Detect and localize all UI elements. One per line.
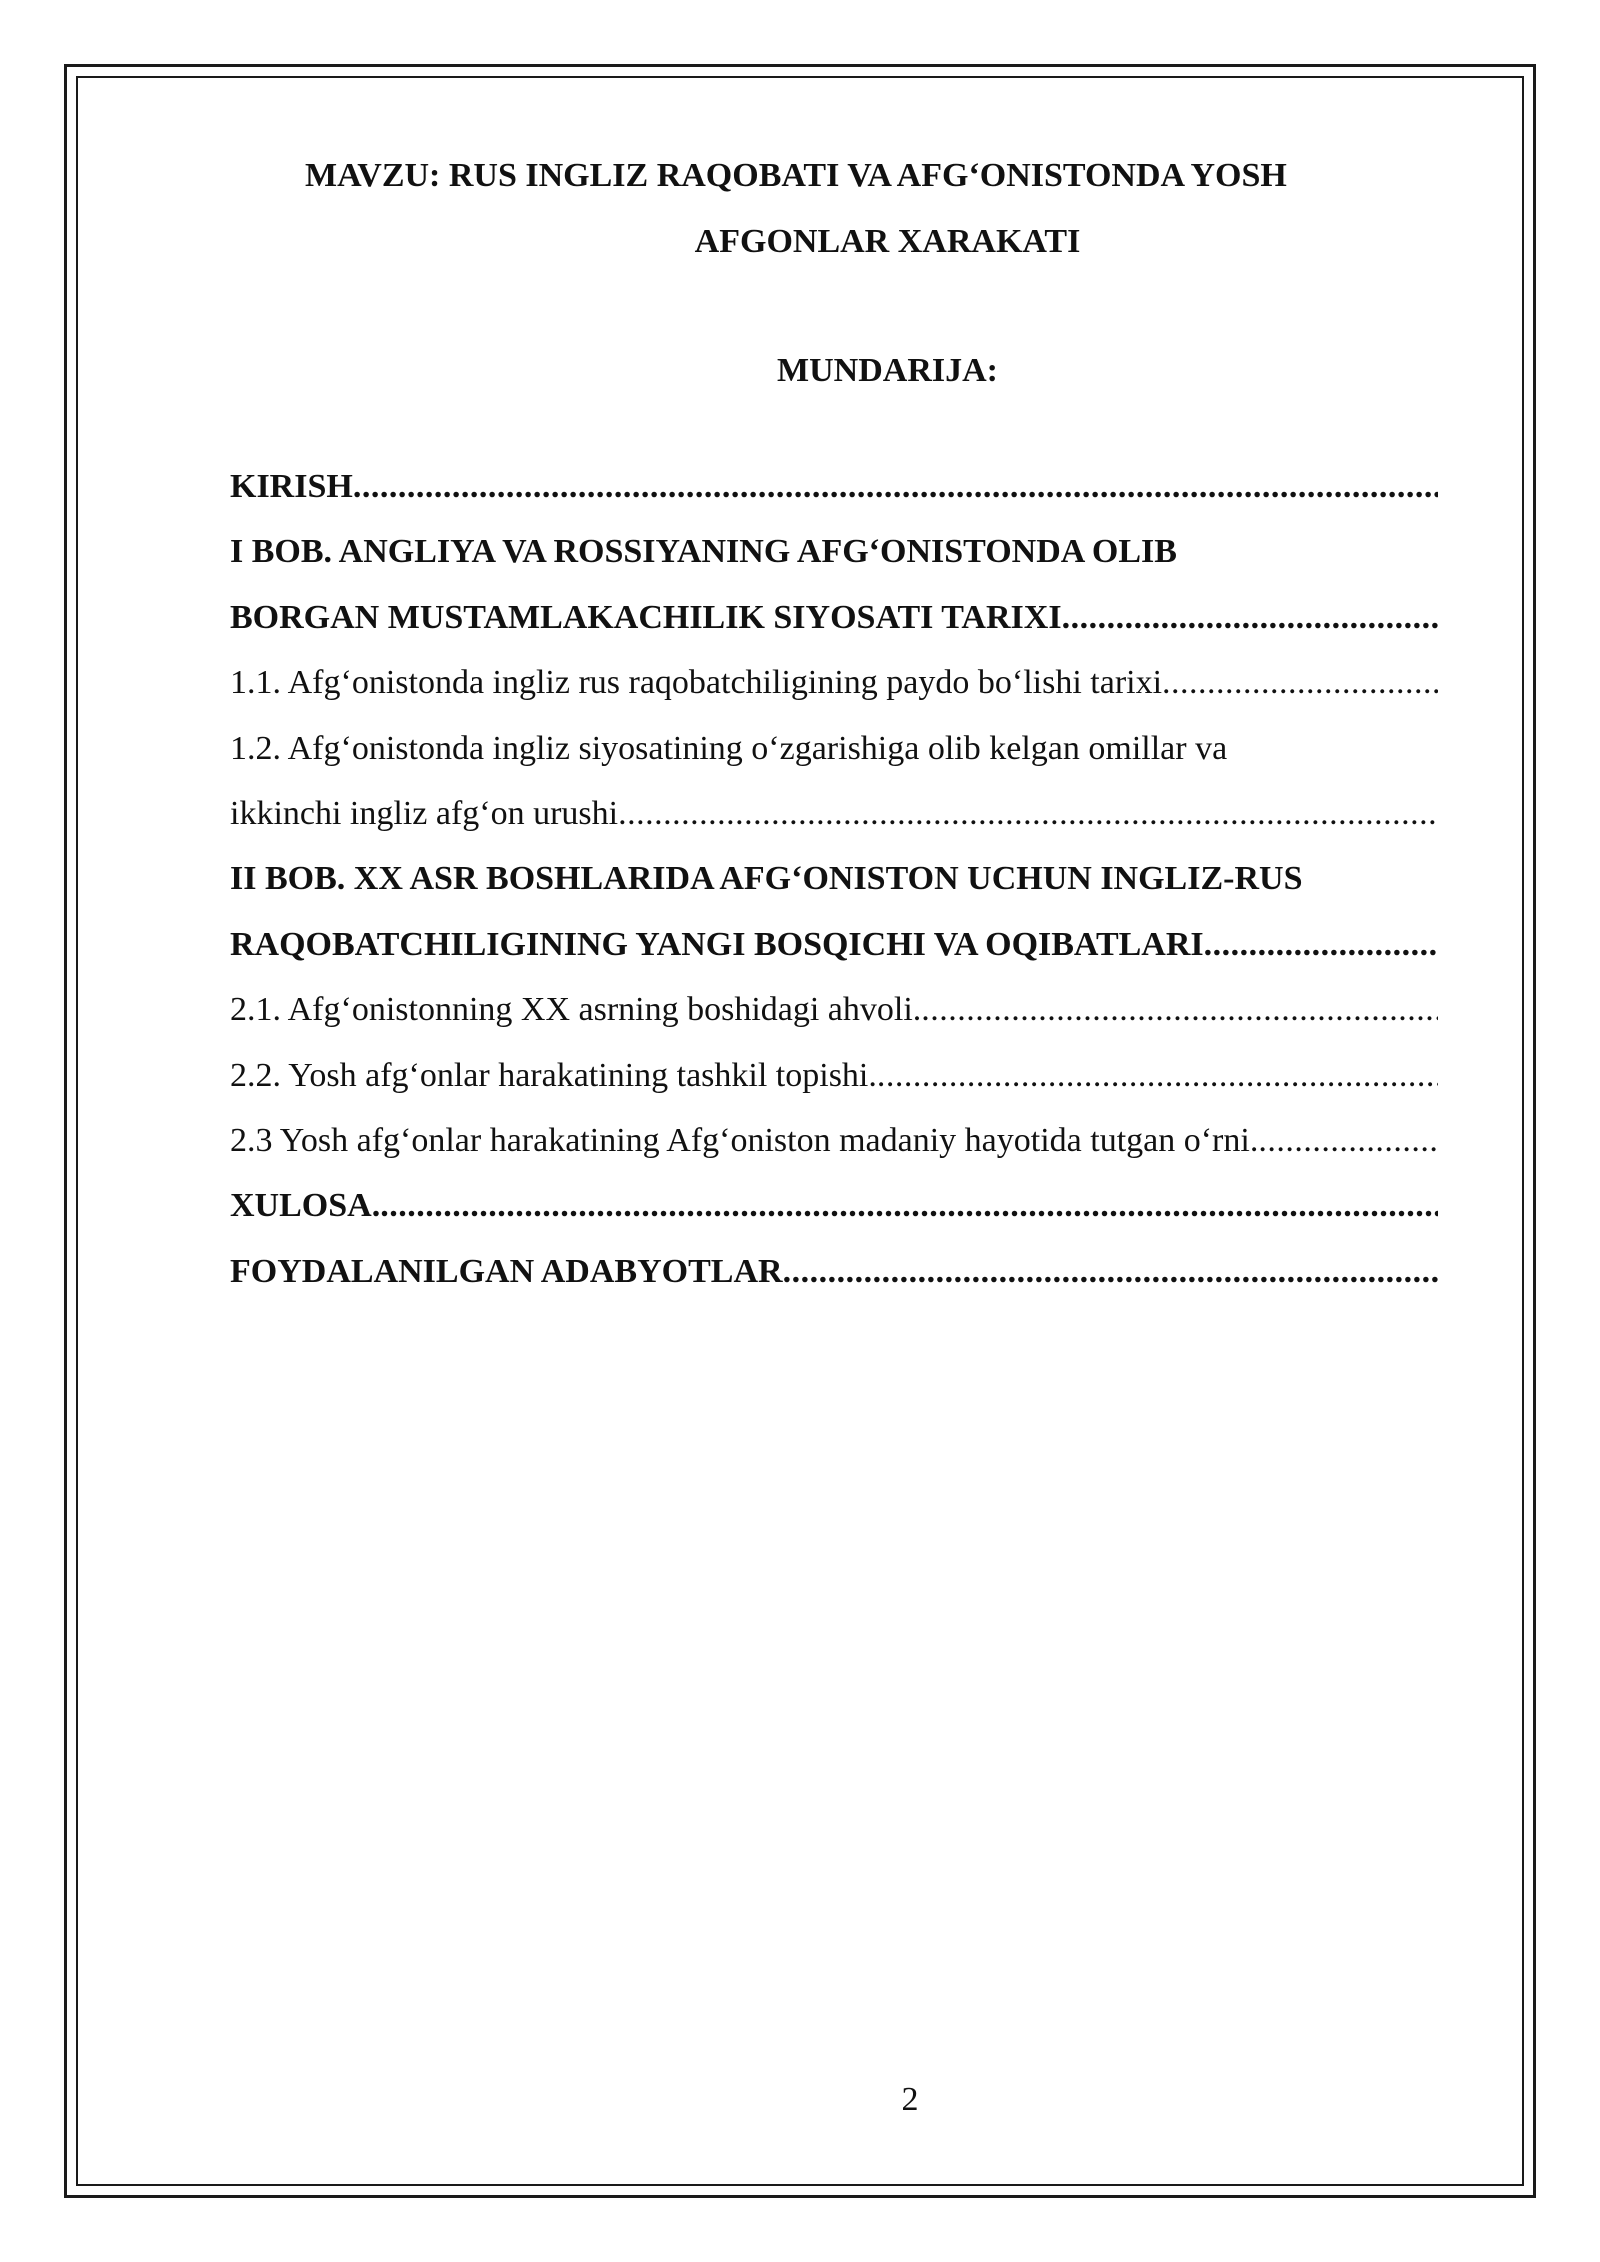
- toc-entry-text: 2.2. Yosh afg‘onlar harakatining tashkil topishi.: [230, 1056, 877, 1094]
- toc-entry-text: ikkinchi ingliz afg‘on urushi: [230, 794, 619, 832]
- document-title-line-1: MAVZU: RUS INGLIZ RAQOBATI VA AFG‘ONISTONDA YOSH: [305, 157, 1287, 194]
- contents-heading: MUNDARIJA:: [777, 352, 998, 389]
- toc-entry-kirish[interactable]: [230, 468, 1438, 533]
- toc-entry-text: 2.1. Afg‘onistonning XX asrning boshidagi ahvoli.: [230, 991, 922, 1029]
- toc-leader-dots: [380, 1187, 1438, 1225]
- toc-entry-text: 1.1. Afg‘onistonda ingliz rus raqobatchiligining paydo bo‘lishi tarixi: [230, 664, 1163, 702]
- toc-entry-text: RAQOBATCHILIGINING YANGI BOSQICHI VA OQIBATLARI: [230, 925, 1204, 963]
- toc-leader-dots: [1062, 599, 1438, 637]
- toc-leader-dots: [1204, 926, 1438, 964]
- toc-entry-chapter-1-line-2[interactable]: [230, 599, 1438, 664]
- toc-entry-chapter-2-line-1[interactable]: [230, 860, 1438, 925]
- toc-entry-section-2-1[interactable]: [230, 991, 1438, 1056]
- toc-entry-text: II BOB. XX ASR BOSHLARIDA AFG‘ONISTON UCHUN INGLIZ-RUS: [230, 860, 1303, 898]
- toc-entry-bibliography[interactable]: [230, 1253, 1438, 1318]
- toc-entry-text: BORGAN MUSTAMLAKACHILIK SIYOSATI TARIXI: [230, 598, 1062, 636]
- document-title-line-2: AFGONLAR XARAKATI: [694, 223, 1081, 260]
- table-of-contents: [230, 468, 1438, 1318]
- toc-entry-text: FOYDALANILGAN ADABYOTLAR: [230, 1252, 783, 1290]
- toc-entry-section-1-2-line-1[interactable]: [230, 730, 1438, 795]
- toc-leader-dots: [921, 991, 1438, 1029]
- toc-entry-section-1-2-line-2[interactable]: [230, 795, 1438, 860]
- toc-leader-dots: [353, 468, 1438, 506]
- toc-entry-section-1-1[interactable]: [230, 664, 1438, 729]
- toc-leader-dots: [877, 1057, 1438, 1095]
- toc-leader-dots: [1162, 664, 1438, 702]
- toc-entry-text: I BOB. ANGLIYA VA ROSSIYANING AFG‘ONISTONDA OLIB: [230, 533, 1177, 571]
- page-number: 2: [901, 2081, 919, 2118]
- toc-entry-text: XULOSA.: [230, 1187, 381, 1225]
- toc-leader-dots: [1258, 1122, 1438, 1160]
- toc-entry-xulosa[interactable]: [230, 1187, 1438, 1252]
- toc-leader-dots: [783, 1253, 1438, 1291]
- toc-entry-section-2-3[interactable]: [230, 1122, 1438, 1187]
- toc-entry-section-2-2[interactable]: [230, 1057, 1438, 1122]
- toc-entry-chapter-1-line-1[interactable]: [230, 533, 1438, 598]
- toc-entry-chapter-2-line-2[interactable]: [230, 926, 1438, 991]
- toc-entry-text: 2.3 Yosh afg‘onlar harakatining Afg‘oniston madaniy hayotida tutgan o‘rni.: [230, 1121, 1259, 1159]
- toc-entry-text: KIRISH: [230, 468, 353, 505]
- toc-leader-dots: [618, 795, 1438, 833]
- toc-entry-text: 1.2. Afg‘onistonda ingliz siyosatining o‘zgarishiga olib kelgan omillar va: [230, 729, 1228, 767]
